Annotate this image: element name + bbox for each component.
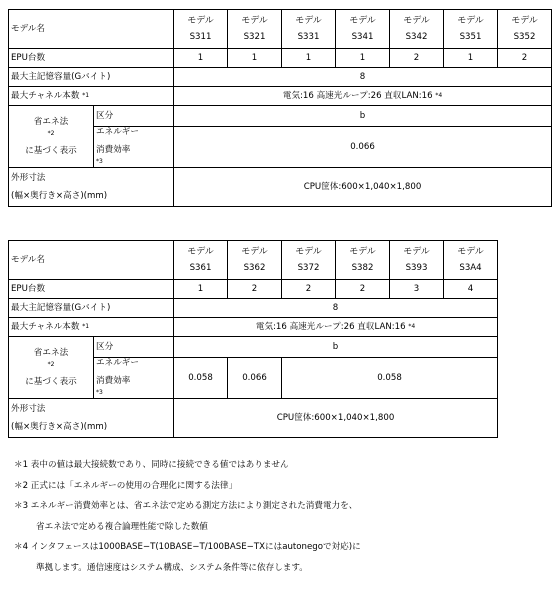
dimension-label: 外形寸法 (幅×奥行き×高さ)(mm) — [9, 168, 174, 207]
model-row — [9, 241, 498, 280]
channel-label: 最大チャネル本数 *1 — [9, 87, 174, 106]
epu-value: 1 — [174, 280, 228, 299]
dimension-row — [9, 399, 498, 438]
model-cell: モデル S372 — [282, 241, 336, 280]
epu-value: 2 — [336, 280, 390, 299]
epu-value: 4 — [444, 280, 498, 299]
footnotes — [14, 455, 554, 578]
dimension-value: CPU筐体:600×1,040×1,800 — [174, 168, 552, 207]
model-cell: モデル S351 — [444, 10, 498, 49]
model-cell: モデル S342 — [390, 10, 444, 49]
memory-row — [9, 68, 552, 87]
category-row — [9, 337, 498, 358]
memory-label: 最大主記憶容量(Gバイト) — [9, 299, 174, 318]
efficiency-value: 0.058 — [282, 358, 498, 399]
dimension-row — [9, 168, 552, 207]
category-value: b — [174, 106, 552, 127]
footnote: ＊2 正式には「エネルギーの使用の合理化に関する法律」 — [14, 480, 238, 491]
channel-value: 電気:16 高速光ループ:26 直収LAN:16 *4 — [174, 318, 498, 337]
model-cell: モデル S331 — [282, 10, 336, 49]
efficiency-value: 0.058 — [174, 358, 228, 399]
epu-label: EPU台数 — [9, 49, 174, 68]
channel-value: 電気:16 高速光ループ:26 直収LAN:16 *4 — [174, 87, 552, 106]
efficiency-value: 0.066 — [174, 127, 552, 168]
model-cell: モデル S393 — [390, 241, 444, 280]
category-label: 区分 — [94, 106, 174, 127]
footnote: ＊4 インタフェースは1000BASE−T(10BASE−T/100BASE−TXにはautonegoで対応)に — [14, 542, 361, 552]
epu-row — [9, 280, 498, 299]
memory-label: 最大主記憶容量(Gバイト) — [9, 68, 174, 87]
epu-row — [9, 49, 552, 68]
energy-law-label: 省エネ法 *2 に基づく表示 — [9, 337, 94, 399]
channel-row — [9, 318, 498, 337]
epu-value: 1 — [444, 49, 498, 68]
model-name-header: モデル名 — [9, 10, 174, 49]
dimension-label: 外形寸法 (幅×奥行き×高さ)(mm) — [9, 399, 174, 438]
model-cell: モデル S362 — [228, 241, 282, 280]
model-cell: モデル S361 — [174, 241, 228, 280]
model-cell: モデル S3A4 — [444, 241, 498, 280]
epu-value: 2 — [390, 49, 444, 68]
energy-law-label: 省エネ法 *2 に基づく表示 — [9, 106, 94, 168]
model-cell: モデル S321 — [228, 10, 282, 49]
footnote: ＊3 エネルギー消費効率とは、省エネ法で定める測定方法により測定された消費電力を、 — [14, 501, 358, 511]
model-cell: モデル S352 — [498, 10, 552, 49]
memory-row — [9, 299, 498, 318]
spec-table-2 — [8, 240, 498, 438]
model-cell: モデル S341 — [336, 10, 390, 49]
epu-value: 2 — [498, 49, 552, 68]
model-cell: モデル S311 — [174, 10, 228, 49]
dimension-value: CPU筐体:600×1,040×1,800 — [174, 399, 498, 438]
model-name-header: モデル名 — [9, 241, 174, 280]
efficiency-value: 0.066 — [228, 358, 282, 399]
memory-value: 8 — [174, 299, 498, 318]
epu-value: 1 — [282, 49, 336, 68]
efficiency-label: エネルギー 消費効率 *3 — [94, 358, 174, 399]
category-value: b — [174, 337, 498, 358]
category-row — [9, 106, 552, 127]
epu-value: 3 — [390, 280, 444, 299]
epu-value: 1 — [174, 49, 228, 68]
channel-label: 最大チャネル本数 *1 — [9, 318, 174, 337]
epu-label: EPU台数 — [9, 280, 174, 299]
epu-value: 1 — [336, 49, 390, 68]
footnote: ＊1 表中の値は最大接続数であり、同時に接続できる値ではありません — [14, 460, 289, 470]
epu-value: 2 — [228, 280, 282, 299]
efficiency-label: エネルギー 消費効率 *3 — [94, 127, 174, 168]
spec-table-1 — [8, 9, 552, 207]
epu-value: 2 — [282, 280, 336, 299]
epu-value: 1 — [228, 49, 282, 68]
footnote-continuation: 準拠します。通信速度はシステム構成、システム条件等に依存します。 — [36, 562, 308, 573]
footnote-continuation: 省エネ法で定める複合論理性能で除した数値 — [36, 521, 208, 532]
channel-row — [9, 87, 552, 106]
model-row — [9, 10, 552, 49]
memory-value: 8 — [174, 68, 552, 87]
model-cell: モデル S382 — [336, 241, 390, 280]
category-label: 区分 — [94, 337, 174, 358]
